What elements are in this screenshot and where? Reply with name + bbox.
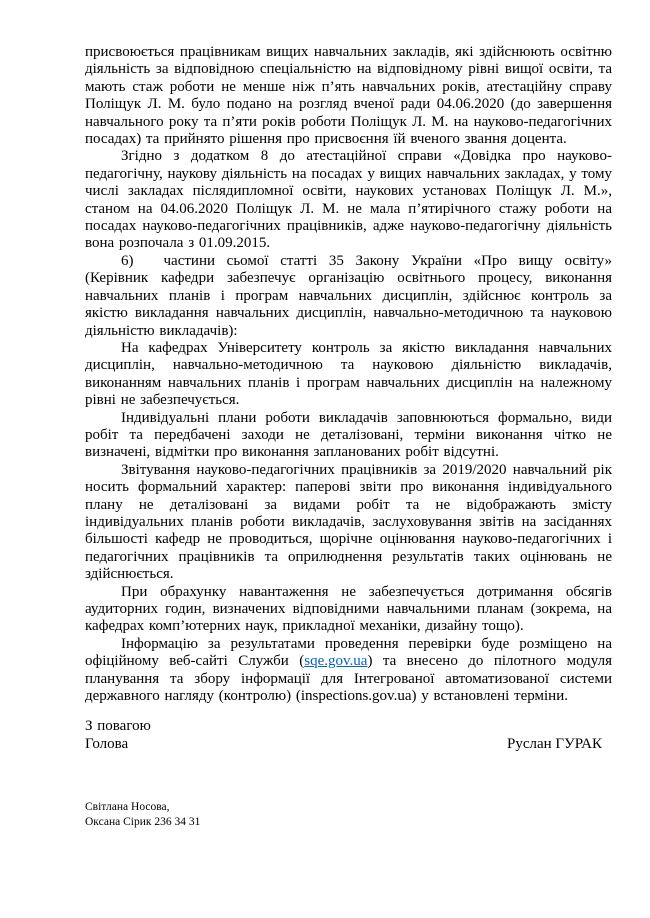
signature-row [85, 736, 612, 753]
paragraph-continuation: присвоюється працівникам вищих навчальних закладів, які здійснюють освітню діяльність за відповідною спеціальністю на відповідному рівні вищої освіти, та мають стаж роботи не менше ніж п’ять навчальних років, атестаційну справу Поліщук Л. М. було подано на розгляд вченої ради 04.06.2020 (до завершення навчального року та п’яти років роботи Поліщук Л. М. на науково-педагогічних посадах) та прийнято рішення про присвоєння їй вченого звання доцента. [85, 44, 612, 148]
paragraph-publication-info [85, 636, 612, 706]
signer-position: Голова [85, 735, 129, 752]
paragraph-law-item-6 [85, 253, 612, 340]
publication-text-after-link: ) та внесено до пілотного модуля планування та збору інформації для Інтегрованої автоматизованої системи державного нагляду (контролю) (inspections.gov.ua) у встановлені терміни. [85, 653, 612, 705]
signer-name: Руслан ГУРАК [507, 735, 602, 752]
list-item-text: частини сьомої статті 35 Закону України «Про вищу освіту» (Керівник кафедри забезпечує організацію освітнього процесу, виконання навчальних планів і програм навчальних дисциплін, здійснює контроль за якістю викладання навчальних дисциплін, навчально-методичною та науковою діяльністю викладачів): [85, 252, 612, 339]
executors-footer [85, 800, 612, 829]
paragraph-individual-plans: Індивідуальні плани роботи викладачів заповнюються формально, види робіт та передбачені заходи не деталізовані, терміни виконання чітко не визначені, відмітки про виконання запланованих робіт відсутні. [85, 409, 612, 461]
paragraph-workload: При обрахунку навантаження не забезпечується дотримання обсягів аудиторних годин, визначених відповідними навчальними планам (зокрема, на кафедрах комп’ютерних наук, прикладної механіки, дизайну тощо). [85, 583, 612, 635]
paragraph-department-control: На кафедрах Університету контроль за якістю викладання навчальних дисциплін, навчально-методичною та науковою діяльністю викладачів, виконанням навчальних планів і програм навчальних дисциплін на належному рівні не забезпечується. [85, 339, 612, 409]
paragraph-attestation-appendix: Згідно з додатком 8 до атестаційної справи «Довідка про науково-педагогічну, наукову діяльність на посадах у вищих навчальних закладах, у тому числі закладах післядипломної освіти, наукових установах Поліщук Л. М.», станом на 04.06.2020 Поліщук Л. М. не мала п’ятирічного стажу роботи на посадах науково-педагогічних працівників, адже науково-педагогічну діяльність вона розпочала з 01.09.2015. [85, 148, 612, 252]
executor-line-1: Світлана Носова, [85, 801, 170, 814]
sqe-gov-ua-link[interactable]: sqe.gov.ua [304, 653, 368, 670]
closing-salutation: З повагою [85, 718, 151, 735]
paragraph-reporting: Звітування науково-педагогічних працівників за 2019/2020 навчальний рік носить формальний характер: паперові звіти про виконання індивідуального плану не деталізовані за видами робіт та не відображають змісту індивідуальних планів роботи викладачів, заслуховування звітів на засіданнях більшості кафедр не проводиться, щорічне оцінювання науково-педагогічних і педагогічних працівників та оприлюднення результатів таких оцінювань не здійснюється. [85, 461, 612, 583]
executor-line-2: Оксана Сірик 236 34 31 [85, 815, 201, 828]
closing-block [85, 718, 612, 753]
publication-text-before-link: Інформацію за результатами проведення перевірки буде розміщено на офіційному веб-сайті Служби ( [85, 635, 612, 670]
list-item-number: 6) [121, 252, 134, 269]
